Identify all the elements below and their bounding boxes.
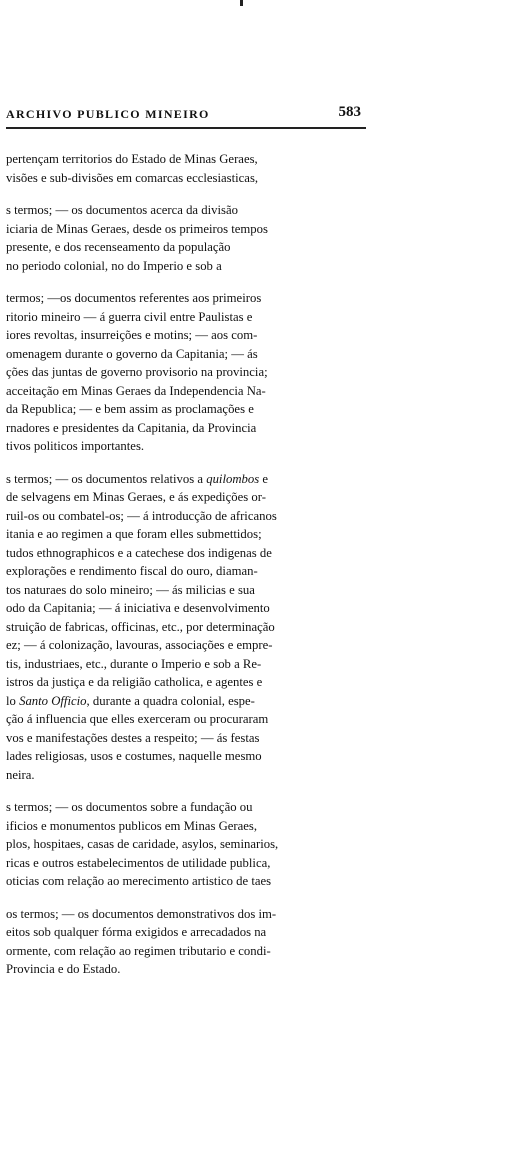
text-line: odo da Capitania; — á iniciativa e desenvolvimento (6, 600, 270, 615)
text-line: s termos; — os documentos relativos a quilombos e (6, 470, 269, 486)
text-line: iores revoltas, insurreições e motins; — aos com- (6, 327, 258, 342)
text-line: itania e ao regimen a que foram elles submettidos; (6, 526, 262, 541)
text-line: s termos; — os documentos sobre a fundação ou (6, 799, 253, 814)
text-line: tudos ethnographicos e a catechese dos indigenas de (6, 544, 272, 560)
text-line: lo Santo Officio, durante a quadra colonial, espe- (6, 692, 255, 708)
text-line: neira. (6, 766, 35, 782)
text-line: da Republica; — e bem assim as proclamações e (6, 401, 254, 416)
page-number: 583 (338, 104, 361, 120)
text-line: ormente, com relação ao regimen tributario e condi- (6, 942, 271, 958)
paragraph (6, 289, 376, 456)
text-line: ção á influencia que elles exerceram ou procuraram (6, 711, 269, 726)
text-line: rnadores e presidentes da Capitania, da Provincia (6, 419, 257, 435)
text-line: acceitação em Minas Geraes da Independencia Na- (6, 382, 266, 398)
text-line: oticias com relação ao merecimento artistico de taes (6, 873, 272, 888)
paragraph (6, 905, 376, 979)
text-line: presente, e dos recenseamento da população (6, 239, 231, 254)
paragraph (6, 201, 376, 275)
text-line: visões e sub-divisões em comarcas ecclesiasticas, (6, 169, 259, 185)
text-line: omenagem durante o governo da Capitania; — ás (6, 345, 258, 361)
text-line: ritorio mineiro — á guerra civil entre Paulistas e (6, 308, 253, 324)
text-line: iciaria de Minas Geraes, desde os primeiros tempos (6, 220, 268, 236)
text-line: vos e manifestações destes a respeito; — ás festas (6, 729, 260, 745)
text-line: explorações e rendimento fiscal do ouro, diaman- (6, 563, 258, 578)
body-text (6, 150, 376, 993)
text-line: no periodo colonial, no do Imperio e sob a (6, 257, 222, 273)
header-rule (6, 127, 366, 129)
text-line: termos; —os documentos referentes aos primeiros (6, 290, 262, 305)
text-line: plos, hospitaes, casas de caridade, asylos, seminarios, (6, 836, 279, 851)
ink-speck (240, 0, 243, 6)
text-line: Provincia e do Estado. (6, 961, 121, 976)
paragraph (6, 150, 376, 187)
text-line: struição de fabricas, officinas, etc., por determinação (6, 618, 275, 634)
text-line: ificios e monumentos publicos em Minas Geraes, (6, 817, 258, 833)
paragraph (6, 470, 376, 785)
running-head (6, 104, 361, 124)
text-line: ruil-os ou combatel-os; — á introducção de africanos (6, 507, 277, 523)
text-line: de selvagens em Minas Geraes, e ás expedições or- (6, 489, 266, 504)
text-line: ricas e outros estabelecimentos de utilidade publica, (6, 854, 271, 870)
text-line: eitos sob qualquer fórma exigidos e arrecadados na (6, 924, 267, 939)
text-line: os termos; — os documentos demonstrativos dos im- (6, 905, 277, 921)
text-line: ez; — á colonização, lavouras, associações e empre- (6, 637, 273, 652)
text-line: lades religiosas, usos e costumes, naquelle mesmo (6, 748, 262, 763)
text-line: tis, industriaes, etc., durante o Imperio e sob a Re- (6, 655, 262, 671)
text-line: tos naturaes do solo mineiro; — ás milicias e sua (6, 581, 255, 597)
paragraph (6, 798, 376, 891)
text-line: pertençam territorios do Estado de Minas Geraes, (6, 151, 258, 166)
text-line: ções das juntas de governo provisorio na provincia; (6, 364, 268, 379)
text-line: istros da justiça e da religião catholica, e agentes e (6, 674, 263, 689)
running-head-title: ARCHIVO PUBLICO MINEIRO (6, 107, 210, 121)
text-line: tivos politicos importantes. (6, 438, 145, 453)
text-line: s termos; — os documentos acerca da divisão (6, 202, 238, 217)
